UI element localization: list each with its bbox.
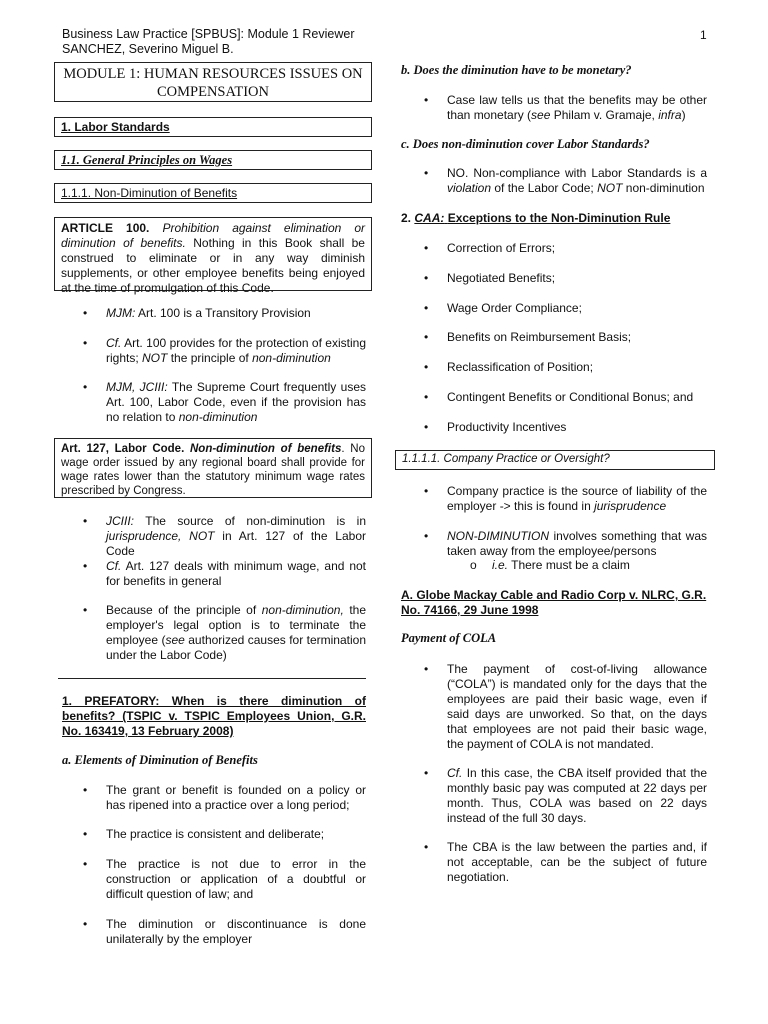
cola-heading: Payment of COLA <box>401 631 497 645</box>
list-item: • The diminution or discontinuance is done unilaterally by the employer <box>83 917 366 946</box>
list-item: • Negotiated Benefits; <box>424 271 556 285</box>
list-item: • Correction of Errors; <box>424 241 556 255</box>
page-number: 1 <box>700 28 707 42</box>
list-item: • Cf. Art. 100 provides for the protection of existing rights; NOT the principle of non-diminution <box>83 336 366 365</box>
list-item: • MJM: Art. 100 is a Transitory Provision <box>83 306 311 320</box>
list-item: • Case law tells us that the benefits may be other than monetary (see Philam v. Gramaje, infra) <box>424 93 707 122</box>
list-item: • The practice is consistent and deliberate; <box>83 827 325 841</box>
section-labor-standards <box>54 117 372 137</box>
question-c-heading: c. Does non-diminution cover Labor Standards? <box>401 137 650 151</box>
list-item: • Wage Order Compliance; <box>424 301 582 315</box>
list-item: • JCIII: The source of non-diminution is in jurisprudence, NOT in Art. 127 of the Labor Code <box>83 514 366 558</box>
list-item: • NON-DIMINUTION involves something that was taken away from the employee/persons <box>424 529 707 558</box>
list-item: • The payment of cost-of-living allowance (“COLA”) is mandated only for the days that the employees are paid their basic wage, even if said days are unworked. So that, on the days that employees are not paid their basic wage, the payment of COLA is not mandated. <box>424 662 707 751</box>
article-127-text: . No wage order issued by any regional board shall provide for wage rates lower than the statutory minimum wage rates prescribed by Congress. <box>61 443 365 497</box>
divider <box>58 678 366 679</box>
list-item: • Reclassification of Position; <box>424 360 594 374</box>
list-item: • Benefits on Reimbursement Basis; <box>424 330 632 344</box>
list-item: • The CBA is the law between the parties and, if not acceptable, can be the subject of future negotiation. <box>424 840 707 884</box>
header-title: Business Law Practice [SPBUS]: Module 1 Reviewer <box>62 27 355 41</box>
list-item: • MJM, JCIII: The Supreme Court frequently uses Art. 100, Labor Code, even if the provision has no relation to non-diminution <box>83 380 366 424</box>
list-item: • Cf. In this case, the CBA itself provided that the monthly basic pay was computed at 22 days per month. Thus, COLA was based on 22 days instead of the full 30 days. <box>424 766 707 825</box>
section-labor-standards-label: 1. Labor Standards <box>61 120 170 134</box>
article-127-title: Non-diminution of benefits <box>190 443 342 455</box>
article-100-title: Prohibition against elimination or diminution of benefits. <box>61 221 366 250</box>
article-127-box <box>54 438 372 498</box>
section-company-practice <box>395 450 715 470</box>
section-general-principles-label: 1.1. General Principles on Wages <box>61 153 233 167</box>
list-item: • The practice is not due to error in the construction or application of a doubtful or difficult question of law; and <box>83 857 366 901</box>
section-non-diminution-label: 1.1.1. Non-Diminution of Benefits <box>61 186 238 200</box>
list-item: • Because of the principle of non-diminution, the employer's legal option is to terminate the employee (see authorized causes for termination under the Labor Code) <box>83 603 367 662</box>
module-title: MODULE 1: HUMAN RESOURCES ISSUES ON COMPENSATION <box>54 62 372 102</box>
sub-list-item: o i.e. There must be a claim <box>470 558 630 572</box>
list-item: • NO. Non-compliance with Labor Standards is a violation of the Labor Code; NOT non-diminution <box>424 166 707 195</box>
list-item: • Company practice is the source of liability of the employer -> this is found in jurisprudence <box>424 484 707 513</box>
case-heading-globe-mackay: A. Globe Mackay Cable and Radio Corp v. NLRC, G.R. No. 74166, 29 June 1998 <box>401 588 707 617</box>
list-item: • Cf. Art. 127 deals with minimum wage, and not for benefits in general <box>83 559 366 588</box>
caa-heading: 2. CAA: Exceptions to the Non-Diminution Rule <box>401 211 671 225</box>
article-100-text: Nothing in this Book shall be construed to eliminate or in any way diminish supplements, or other employee benefits being enjoyed at the time of promulgation of this Code. <box>61 236 365 295</box>
header-author: SANCHEZ, Severino Miguel B. <box>62 42 234 56</box>
article-100-box <box>54 217 372 295</box>
question-b-heading: b. Does the diminution have to be monetary? <box>401 63 632 77</box>
article-100-label: ARTICLE 100. <box>61 221 150 235</box>
section-non-diminution <box>54 183 372 203</box>
article-127-label: Art. 127, Labor Code. <box>61 443 185 455</box>
list-item: • Contingent Benefits or Conditional Bonus; and <box>424 390 694 404</box>
section-general-principles <box>54 150 372 170</box>
elements-heading: a. Elements of Diminution of Benefits <box>62 753 258 767</box>
prefatory-heading: 1. PREFATORY: When is there diminution of benefits? (TSPIC v. TSPIC Employees Union, G.R. No. 163419, 13 February 2008) <box>62 694 366 738</box>
section-company-practice-label: 1.1.1.1. Company Practice or Oversight? <box>402 453 610 465</box>
list-item: • The grant or benefit is founded on a policy or has ripened into a practice over a long period; <box>83 783 366 812</box>
list-item: • Productivity Incentives <box>424 420 567 434</box>
